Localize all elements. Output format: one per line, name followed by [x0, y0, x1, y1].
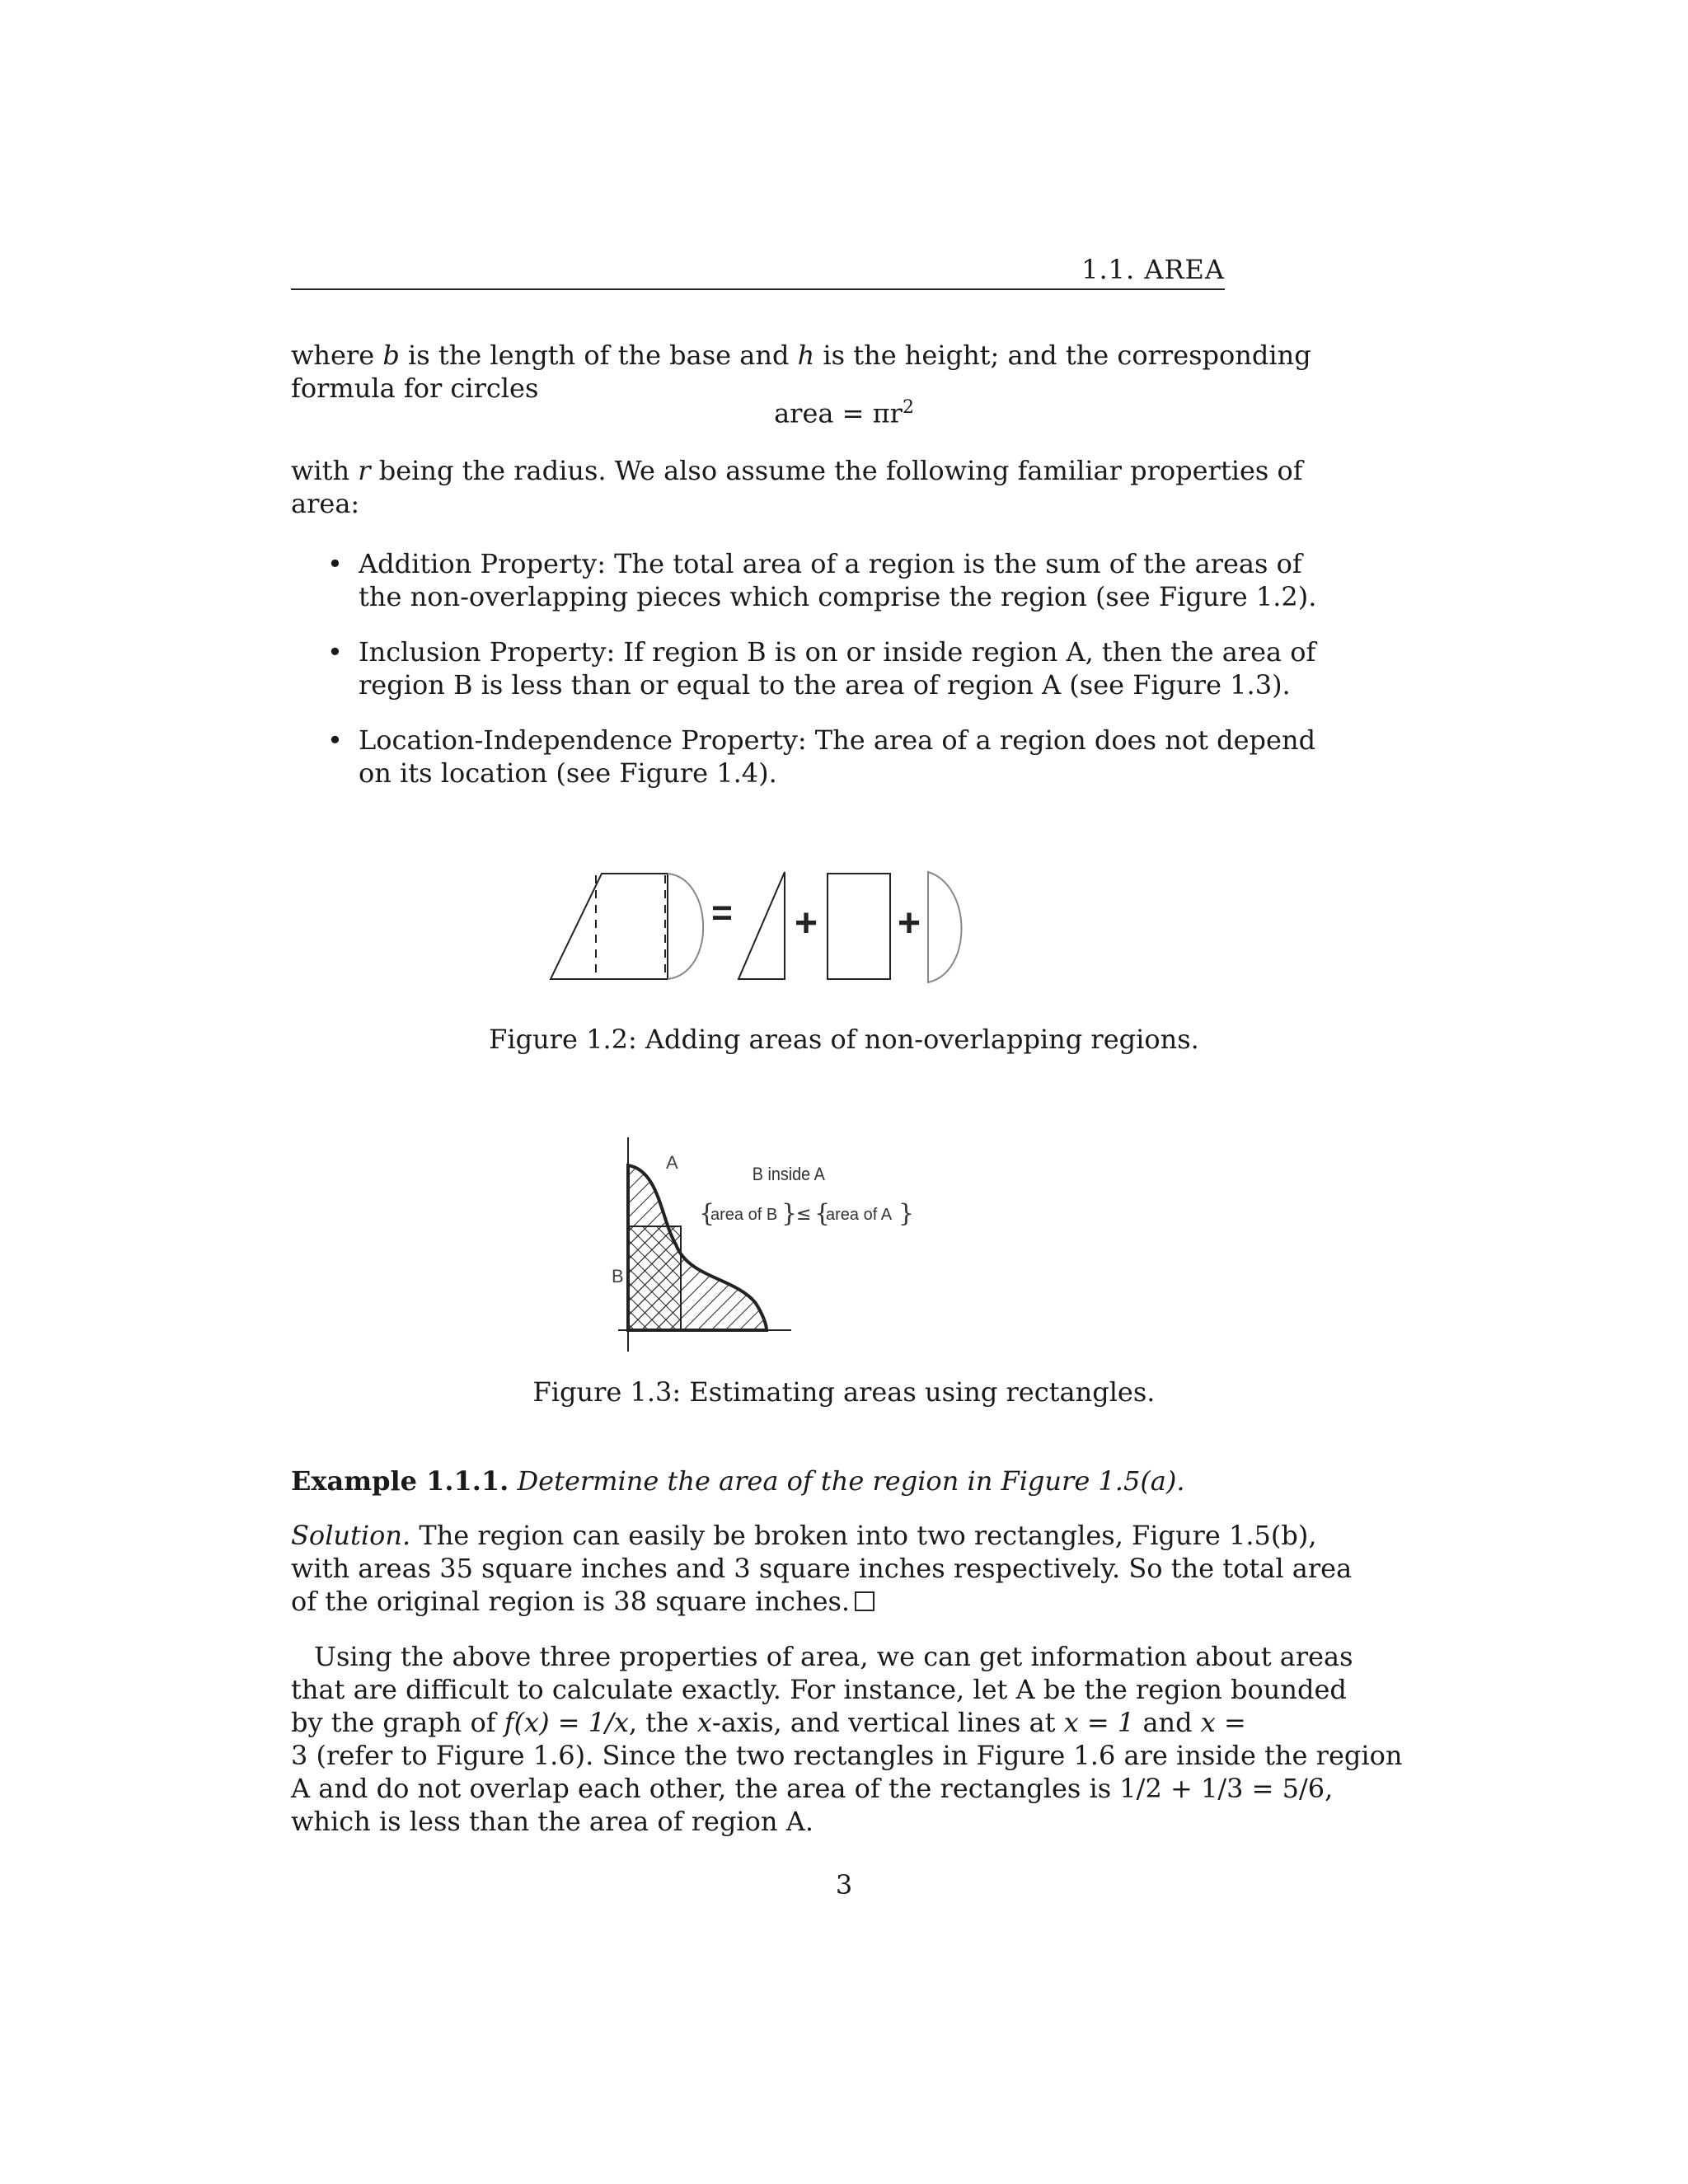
- rectangle-piece: [828, 874, 890, 979]
- example-statement: Determine the area of the region in Figure 1.5(a).: [517, 1465, 1185, 1497]
- label-b: B: [612, 1266, 624, 1286]
- paragraph-line: formula for circles: [291, 373, 539, 404]
- area-of-a-label: area of A: [826, 1206, 893, 1224]
- example-title: Example 1.1.1.: [291, 1465, 509, 1497]
- paragraph-properties-intro: [291, 454, 1303, 520]
- brace-open: {: [814, 1199, 831, 1228]
- paragraph-line: area:: [291, 488, 360, 519]
- semicircle-piece: [928, 872, 962, 982]
- bullet-line: Location-Independence Property: The area of a region does not depend: [359, 724, 1316, 756]
- text-run: of the original region is 38 square inches.: [291, 1586, 851, 1617]
- math-var: h: [797, 340, 815, 371]
- paragraph-line: [291, 1519, 1317, 1552]
- brace-close: }: [781, 1199, 798, 1228]
- area-of-b-label: area of B: [710, 1206, 778, 1224]
- triangle-piece: [738, 872, 785, 979]
- text-run: being the radius. We also assume the following familiar properties of: [370, 455, 1303, 486]
- figure-1-2-diagram: [544, 857, 1006, 997]
- paragraph-line: that are difficult to calculate exactly. For instance, let A be the region bounded: [291, 1674, 1347, 1705]
- paragraph-area-estimation: [291, 1640, 1403, 1838]
- equation-exponent: 2: [902, 397, 914, 418]
- combined-shape: [551, 874, 668, 979]
- bullet-line: on its location (see Figure 1.4).: [359, 757, 777, 789]
- b-inside-a-label: B inside A: [752, 1165, 825, 1185]
- text-run: and: [1134, 1707, 1201, 1738]
- plus-sign: +: [897, 902, 921, 945]
- text-run: where: [291, 340, 383, 371]
- text-run: by the graph of: [291, 1707, 504, 1738]
- solution-label: Solution.: [291, 1520, 411, 1551]
- example-1-1-1: [291, 1465, 1225, 1497]
- math-expression: x =: [1200, 1707, 1246, 1738]
- equation-body: area = πr: [774, 397, 903, 429]
- paragraph-line: [291, 1585, 1225, 1618]
- combined-semicircle: [668, 874, 703, 979]
- text-run: -axis, and vertical lines at: [711, 1707, 1064, 1738]
- region-b: [628, 1226, 681, 1330]
- paragraph-line: [291, 454, 1303, 487]
- bullet-dot: •: [327, 548, 343, 579]
- header-title: 1.1. AREA: [1081, 254, 1225, 285]
- math-var: b: [382, 340, 400, 371]
- text-run: with: [291, 455, 359, 486]
- paragraph-intro: [291, 339, 1311, 405]
- leq-sign: ≤: [796, 1204, 812, 1225]
- math-var: r: [358, 455, 371, 486]
- figure-1-2-caption: Figure 1.2: Adding areas of non-overlapping regions.: [489, 1024, 1199, 1055]
- math-expression: f(x) = 1/x: [504, 1707, 629, 1738]
- label-a: A: [666, 1152, 678, 1173]
- paragraph-line: [291, 1465, 1225, 1497]
- text-run: , the: [628, 1707, 697, 1738]
- text-run: The region can easily be broken into two rectangles, Figure 1.5(b),: [410, 1520, 1317, 1551]
- paragraph-line: 3 (refer to Figure 1.6). Since the two rectangles in Figure 1.6 are inside the region: [291, 1740, 1403, 1771]
- paragraph-line: Using the above three properties of area, we can get information about areas: [314, 1641, 1353, 1672]
- figure-1-3-caption: Figure 1.3: Estimating areas using rectangles.: [532, 1376, 1156, 1408]
- area-equation: [0, 397, 1688, 429]
- running-header: [291, 254, 1225, 290]
- page-number: 3: [835, 1869, 853, 1900]
- solution-paragraph: [291, 1519, 1353, 1618]
- text-run: is the length of the base and: [399, 340, 798, 371]
- brace-close: }: [898, 1199, 915, 1228]
- bullet-dot: •: [327, 724, 343, 756]
- bullet-dot: •: [327, 636, 343, 668]
- equals-sign: =: [711, 893, 733, 933]
- brace-open: {: [699, 1199, 715, 1228]
- bullet-line: region B is less than or equal to the area of region A (see Figure 1.3).: [359, 669, 1291, 701]
- bullet-line: the non-overlapping pieces which comprise the region (see Figure 1.2).: [359, 581, 1317, 612]
- paragraph-line: [291, 339, 1311, 372]
- math-var: x: [696, 1707, 712, 1738]
- paragraph-line: [291, 1706, 1246, 1739]
- qed-box: [855, 1591, 874, 1611]
- math-expression: x = 1: [1063, 1707, 1135, 1738]
- figure-1-3-diagram: [610, 1137, 923, 1352]
- bullet-line: Addition Property: The total area of a region is the sum of the areas of: [359, 548, 1302, 579]
- paragraph-line: A and do not overlap each other, the area of the rectangles is 1/2 + 1/3 = 5/6,: [291, 1773, 1334, 1804]
- bullet-line: Inclusion Property: If region B is on or inside region A, then the area of: [359, 636, 1316, 668]
- text-run: is the height; and the corresponding: [814, 340, 1311, 371]
- paragraph-line: with areas 35 square inches and 3 square inches respectively. So the total area: [291, 1553, 1353, 1584]
- plus-sign: +: [794, 902, 818, 945]
- paragraph-line: which is less than the area of region A.: [291, 1806, 814, 1837]
